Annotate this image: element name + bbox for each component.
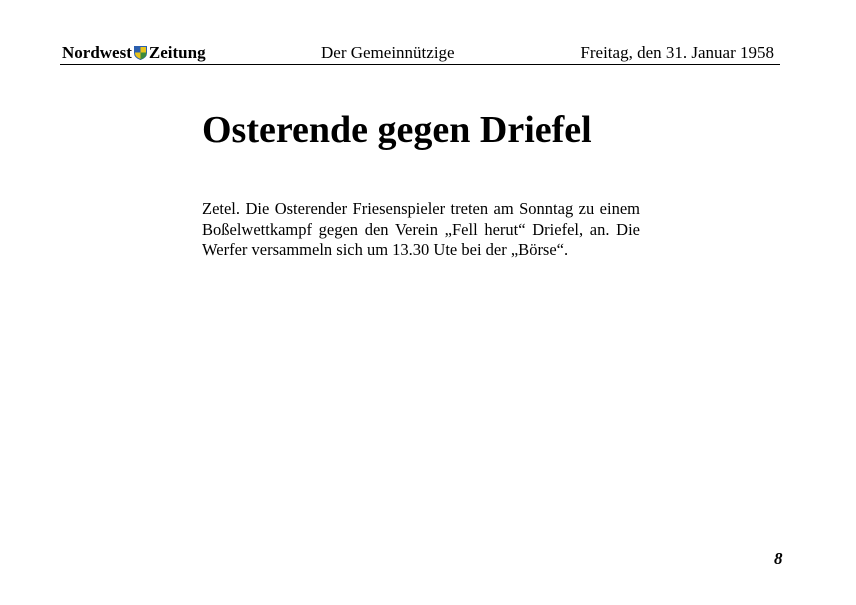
masthead-nordwest: Nordwest	[62, 43, 132, 62]
masthead-zeitung: Zeitung	[148, 43, 206, 62]
coat-of-arms-icon	[134, 45, 147, 59]
page-number: 8	[774, 549, 783, 568]
issue-date: Freitag, den 31. Januar 1958	[580, 43, 774, 62]
masthead	[62, 43, 206, 63]
article-headline: Osterende gegen Driefel	[202, 109, 592, 151]
newspaper-header	[60, 42, 780, 65]
article-body: Zetel. Die Osterender Friesenspieler treten am Sonntag zu einem Boßelwettkampf gegen den Verein „Fell herut“ Driefel, an. Die Werfer versammeln sich um 13.30 Ute bei der „Börse“.	[202, 199, 640, 259]
newspaper-subtitle: Der Gemeinnützige	[321, 43, 455, 62]
